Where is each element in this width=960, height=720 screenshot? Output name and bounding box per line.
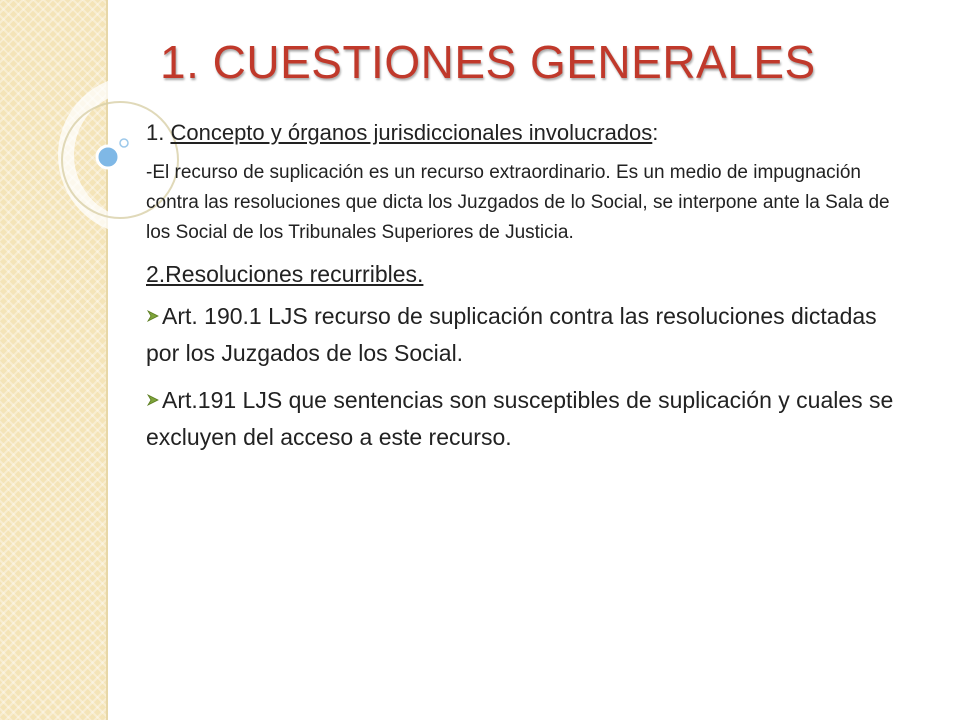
section-1-title: Concepto y órganos jurisdiccionales involucrados	[170, 120, 653, 145]
arrow-bullet-icon	[146, 393, 160, 407]
bullet-text: Art.191 LJS que sentencias son susceptibles de suplicación y cuales se excluyen del acceso a este recurso.	[146, 387, 894, 450]
bullet-item	[146, 382, 916, 456]
section-1-paragraph: -El recurso de suplicación es un recurso extraordinario. Es un medio de impugnación contra las resoluciones que dicta los Juzgados de lo Social, se interpone ante la Sala de los Social de los Tribunales Superiores de Justicia.	[146, 162, 890, 243]
section-1-colon: :	[652, 120, 659, 145]
slide-title: 1. CUESTIONES GENERALES	[160, 36, 816, 88]
bullet-item	[146, 298, 916, 372]
arrow-bullet-icon	[146, 309, 160, 323]
section-1-heading	[146, 118, 916, 148]
section-2-heading: 2.Resoluciones recurribles.	[146, 261, 424, 287]
section-1-number: 1.	[146, 120, 171, 145]
bullet-text: Art. 190.1 LJS recurso de suplicación contra las resoluciones dictadas por los Juzgados de los Social.	[146, 303, 877, 366]
slide-body	[146, 118, 916, 466]
